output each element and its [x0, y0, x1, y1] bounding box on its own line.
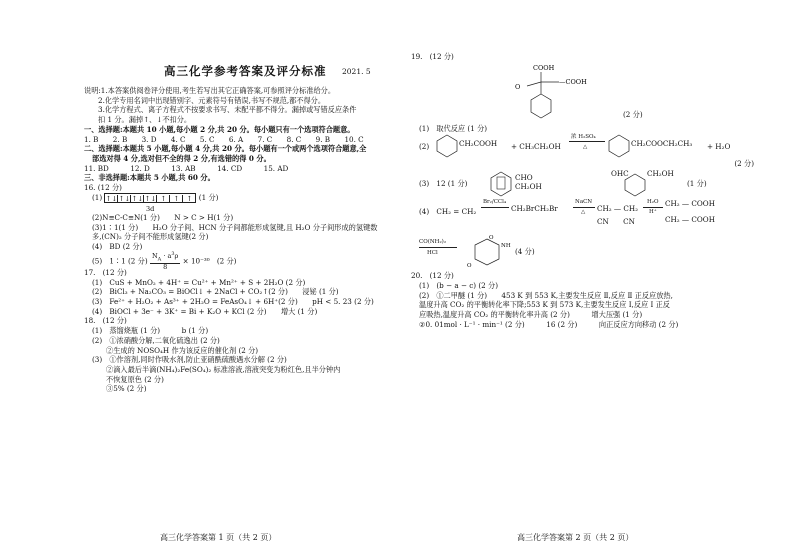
synthesis-route: [411, 199, 754, 231]
group-label: CHO: [515, 173, 533, 183]
question-head: 17. (12 分): [84, 267, 127, 277]
answer-line: ②0. 01mol · L⁻¹ · min⁻¹ (2 分) 16 (2 分) 向正反应方向移动 (2 分): [419, 319, 679, 329]
question-18: [84, 316, 377, 394]
question-16: [84, 183, 378, 271]
arrow-icon: [419, 247, 457, 248]
intermediate: CH₂ — CH₂: [597, 204, 639, 214]
cooh-label-2: —COOH: [559, 77, 587, 86]
isomer-answers: [411, 169, 754, 199]
condition: H⁺: [649, 209, 657, 216]
cooh-label: COOH: [533, 63, 555, 72]
benzene-ring-icon: [489, 171, 513, 197]
answer-line: (2) BiCl₃ + Na₂CO₃ = BiOCl↓ + 2NaCl + CO₂↑(2 分) 浸铋 (1 分): [92, 287, 339, 297]
arrow-icon: [569, 141, 605, 142]
answer-line: (1) 蒸馏烧瓶 (1 分) b (1 分): [92, 326, 209, 336]
reactant: CH₂COOH: [459, 139, 498, 149]
header: [84, 64, 377, 86]
question-head: 20. (12 分): [411, 271, 454, 281]
group-label: CH₂OH: [647, 169, 674, 179]
nh-label: NH: [501, 243, 511, 250]
orbital-box: ↑: [186, 194, 193, 203]
question-head: 16. (12 分): [84, 183, 122, 193]
answer-line: ③5% (2 分): [106, 384, 147, 394]
answer-text: (5) 1∶1 (2 分): [92, 256, 148, 266]
cyclization-step: [411, 231, 754, 271]
notes: [84, 86, 377, 125]
section-1-title: 一、选择题:本题共 10 小题,每小题 2 分,共 20 分。每小题只有一个选项符合题意。: [84, 124, 355, 134]
section-3-title: 三、非选择题:本题共 5 小题,共 60 分。: [84, 173, 215, 183]
note-line: 2.化学专用名词中出现错别字、元素符号有错误,书写不规范,都不得分。: [98, 95, 326, 105]
answer-line: (1) CuS + MnO₂ + 4H⁺ = Cu²⁺ + Mn²⁺ + S + 2H₂O (2 分): [92, 277, 306, 287]
orbital-box: ↑↓: [105, 194, 118, 203]
section-2-answers: 11. BD 12. D 13. AB 14. CD 15. AD: [84, 163, 289, 173]
answer-line: 应吸热,温度升高 CO₂ 的平衡转化率升高 (2 分) 增大压强 (1 分): [419, 310, 643, 320]
orbital-box: ↑: [157, 195, 170, 203]
cyclic-imide-diagram: [465, 231, 509, 271]
oxygen-label: O: [515, 82, 521, 91]
question-20: [411, 271, 754, 329]
part-label: (2): [419, 142, 430, 152]
note-line: 扣 1 分。漏掉↑、↓不扣分。: [98, 115, 192, 125]
product: CH₂COOCH₂CH₃: [631, 139, 693, 149]
condition: HCl: [427, 250, 438, 257]
part-label: (1): [92, 192, 103, 202]
answer-text: × 10⁻³⁰ (2 分): [182, 256, 237, 266]
exam-date: 2021. 5: [342, 67, 371, 76]
answer-line: ②生成的 NOSO₄H 作为该反应的催化剂 (2 分): [106, 345, 259, 355]
answer-text: (3) 12 (1 分): [419, 179, 468, 189]
product: CH₂ — COOH: [665, 215, 715, 225]
condition: Br₂/CCl₄: [483, 199, 507, 206]
section-2-title-cont: 部选对得 4 分,选对但不全的得 2 分,有选错的得 0 分。: [92, 154, 271, 164]
benzene-ring-icon: [435, 134, 459, 158]
orbital-box: ↑↓: [131, 194, 144, 203]
section-1-answers: 1. B 2. B 3. D 4. C 5. C 6. A 7. C 8. C 9. B 10. C: [84, 134, 364, 144]
page-footer: 高三化学答案第 2 页（共 2 页）: [517, 533, 634, 543]
score: (1 分): [198, 192, 219, 202]
section-2-title: 二、选择题:本题共 5 小题,每小题 4 分,共 20 分。每小题有一个或两个选项符合题意,全: [84, 144, 367, 154]
product: CH₂ — COOH: [665, 199, 715, 209]
page-2: [397, 0, 794, 558]
page-footer: 高三化学答案第 1 页（共 2 页）: [160, 533, 277, 543]
answer-line: (3)1∶1(1 分) H₂O 分子间、HCN 分子间都能形成氢键,且 H₂O 分子间形成的氢键数: [92, 222, 378, 232]
orbital-box: ↑: [170, 195, 183, 203]
answer-line: (1) 取代反应 (1 分): [419, 123, 488, 133]
denominator: 8: [163, 262, 168, 271]
answer-line: 多,(CN)₂ 分子间不能形成氢键(2 分): [92, 232, 209, 242]
answer-line: ②滴入最后半滴(NH₄)₂Fe(SO₄)₂ 标准溶液,溶液突变为粉红色,且半分钟内: [106, 364, 341, 374]
structure-1: [411, 62, 754, 124]
condition: △: [581, 209, 586, 216]
question-head: 19. (12 分): [411, 52, 454, 61]
condition: NaCN: [575, 199, 593, 206]
arrow-icon: [481, 207, 509, 208]
question-head: 18. (12 分): [84, 316, 127, 326]
orbital-box: ↑↓: [118, 194, 131, 203]
answer-line: (2) ①二甲醚 (1 分) 453 K 到 553 K,主要发生反应 Ⅱ,反应 Ⅱ 正反应放热,: [419, 290, 673, 300]
orbital-label: 3d: [146, 204, 155, 213]
score: (2 分): [623, 109, 643, 119]
answer-line: (4) BD (2 分): [92, 242, 143, 252]
svg-text:O: O: [467, 263, 472, 270]
condition: △: [583, 144, 588, 151]
score: (4 分): [515, 247, 535, 257]
product: + H₂O: [707, 142, 731, 152]
score: (1 分): [687, 179, 707, 189]
arrow-icon: [643, 207, 663, 208]
fraction: [150, 252, 180, 271]
numerator: $N_A \cdot a^3\rho$: [151, 250, 179, 263]
answer-line: (4) BiOCl + 3e⁻ + 3K⁺ = Bi + K₂O + KCl (2 分) 增大 (1 分): [92, 306, 318, 316]
orbital-box: ↑↓: [144, 194, 157, 203]
answer-line: 不恢复原色 (2 分): [106, 374, 164, 384]
answer-line: (1) (b − a − c) (2 分): [419, 280, 499, 290]
reactant: + CH₃CH₂OH: [511, 142, 561, 152]
orbital-diagram: [104, 193, 196, 203]
intermediate: CH₂BrCH₂Br: [511, 204, 558, 214]
page-title: 高三化学参考答案及评分标准: [164, 64, 327, 78]
condition: 浓 H₂SO₄: [571, 134, 596, 141]
group-label: CH₂OH: [515, 182, 542, 192]
condition: CO(NH₂)₂: [419, 239, 447, 246]
note-line: 3.化学方程式、离子方程式不按要求书写、未配平都不得分。漏掉或写错反应条件: [98, 105, 357, 115]
benzene-ring-icon: [607, 134, 631, 158]
answer-line: (3) Fe²⁺ + H₂O₂ + As³⁺ + 2H₂O = FeAsO₄↓ + 6H⁺(2 分) pH < 5. 23 (2 分): [92, 296, 374, 306]
svg-text:O: O: [489, 235, 494, 242]
question-17: [84, 268, 377, 317]
answer-line: (3) ①作溶剂,同时作吸水剂,防止亚硝酰硫酸遇水分解 (2 分): [92, 355, 287, 365]
answer-line: (2) ①浓硝酸分解,二氧化硫逸出 (2 分): [92, 335, 220, 345]
equation-esterification: [411, 133, 754, 159]
note-line: 说明:1.本答案供阅卷评分使用,考生若写出其它正确答案,可参照评分标准给分。: [84, 86, 336, 95]
answer-line: (2)N≡C-C≡N(1 分) N > C > H(1 分): [92, 212, 234, 222]
answer-line: 温度升高 CO₂ 的平衡转化率下降;553 K 到 573 K,主要发生反应 Ⅰ,反应 Ⅰ 正反: [419, 300, 670, 310]
score: (2 分): [734, 159, 754, 169]
condition: H₂O: [647, 199, 659, 206]
intermediate: CN CN: [597, 217, 635, 227]
reagent: (4) CH₂ = CH₂: [419, 207, 477, 217]
group-label: OHC: [611, 169, 629, 179]
benzene-ring-icon: [623, 173, 647, 197]
arrow-icon: [573, 207, 595, 208]
